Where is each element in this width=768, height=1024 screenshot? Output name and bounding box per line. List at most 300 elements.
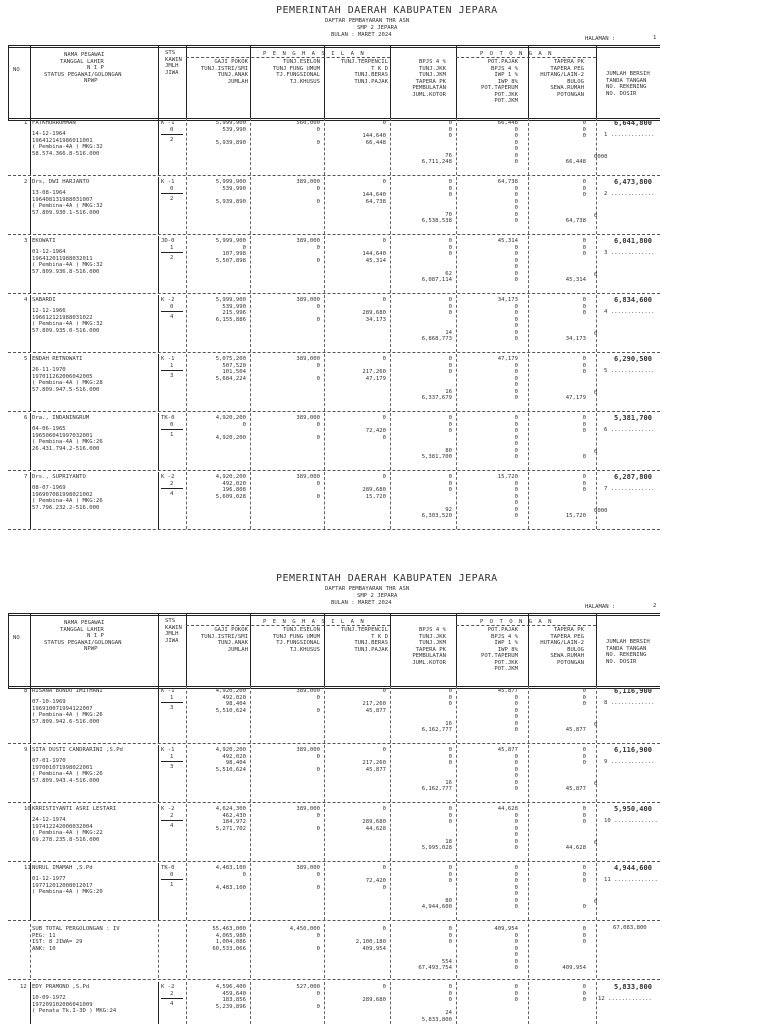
subtotal-allowance: 0: [382, 926, 386, 932]
allowance-value: 0: [316, 244, 320, 251]
deduction-value: 0: [514, 257, 518, 264]
dependents-count: 0: [170, 421, 174, 428]
col-bpjs-label: TUNJ.JKM: [419, 72, 446, 78]
record-column-line: [324, 236, 325, 293]
deduction-value: 0: [582, 185, 586, 192]
header-top-rule-double: [8, 615, 660, 616]
net-amount: 5,381,700: [614, 414, 652, 422]
allowance-value: 44,628: [365, 825, 386, 832]
marital-status: TK-0: [161, 865, 175, 871]
deduction-value: 0: [514, 310, 518, 316]
deduction-value: 44,628: [497, 806, 518, 812]
allowance-value: 0: [382, 415, 386, 421]
employee-npwp: 57.796.232.2-516.000: [32, 504, 100, 511]
record-column-line: [250, 686, 251, 743]
record-column-line: [390, 863, 391, 920]
col-bpjs-label: BPJS 4 %: [419, 627, 446, 633]
allowance-value: 389,000: [296, 865, 320, 871]
allowance-value: 0: [316, 303, 320, 310]
record-number: 1: [24, 120, 28, 126]
employee-status: ( Pembina-4A ) MKG:20: [32, 889, 103, 895]
deduction-value: 44,628: [565, 845, 586, 851]
salary-value: 101,504: [222, 369, 246, 375]
employee-npwp: 58.574.366.8-516.000: [32, 150, 100, 157]
account-number: 0: [594, 331, 598, 337]
header-left-edge: [8, 613, 9, 688]
record-column-line: [456, 236, 457, 293]
employee-status: ( Pembina-4A ) MKG:26: [32, 439, 103, 445]
salary-value: 98,404: [225, 760, 246, 766]
deduction-value: 0: [514, 825, 518, 832]
record-column-line: [250, 745, 251, 802]
family-count: 3: [170, 705, 174, 711]
salary-value: 4,596,400: [215, 984, 246, 990]
deduction-value: 0: [514, 480, 518, 487]
record-separator: [8, 175, 660, 176]
allowance-value: 0: [316, 493, 320, 500]
bpjs-value: 6,337,679: [421, 395, 452, 401]
allowance-value: 0: [316, 707, 320, 714]
page-title: PEMERINTAH DAERAH KABUPATEN JEPARA: [276, 573, 498, 584]
net-amount: 6,290,500: [614, 355, 652, 363]
record-column-line: [158, 118, 159, 175]
employee-status: ( Pembina-4A ) MKG:32: [32, 321, 103, 327]
subtotal-label: SUB TOTAL PERGOLONGAN : IV: [32, 926, 120, 932]
dependents-count: 0: [170, 126, 174, 133]
deduction-value: 0: [514, 434, 518, 441]
family-count: 1: [170, 432, 174, 438]
col-bpjs-label: TAPERA PK: [415, 646, 446, 653]
employee-name: KRRISTIYANTI ASRI LESTARI: [32, 806, 117, 812]
allowance-value: 45,877: [365, 766, 386, 773]
record-column-line: [30, 982, 31, 1024]
signature-line: 11 .............: [604, 877, 658, 883]
allowance-value: 0: [316, 126, 320, 133]
deduction-value: 0: [514, 845, 518, 851]
deduction-value: 0: [582, 806, 586, 812]
dependents-count: 2: [170, 480, 174, 487]
col-gaji-label: JUMLAH: [227, 78, 248, 85]
col-pajak-label: BPJS 4 %: [491, 65, 518, 72]
salary-value: 5,684,224: [215, 375, 246, 382]
dependents-count: 0: [170, 303, 174, 310]
deduction-value: 0: [514, 454, 518, 460]
subtotal-salary: 1,004,086: [215, 939, 246, 945]
bpjs-value: 18: [445, 838, 452, 845]
col-pegawai-label: NAMA PEGAWAI: [64, 620, 105, 626]
col-tapera-label: BULOG: [567, 78, 584, 85]
col-bersih-label: TANDA TANGAN: [606, 645, 647, 652]
record-column-line: [30, 472, 31, 529]
col-terpencil-label: T K D: [371, 65, 388, 72]
net-amount: 4,944,600: [614, 864, 652, 872]
record-number: 4: [24, 297, 28, 303]
allowance-value: 0: [382, 984, 386, 990]
deduction-value: 0: [514, 707, 518, 714]
employee-npwp: 57.809.935.0-516.000: [32, 327, 100, 334]
record-column-line: [456, 354, 457, 411]
col-gaji-label: GAJI POKOK: [214, 59, 248, 65]
employee-nip: 196612121988031022: [32, 314, 93, 321]
deduction-value: 0: [582, 694, 586, 701]
record-column-line: [390, 354, 391, 411]
record-column-line: [30, 118, 31, 175]
employee-npwp: 57.809.947.5-516.000: [32, 386, 100, 393]
deduction-value: 45,877: [565, 727, 586, 733]
col-eselon-label: TJ.FUNGSIONAL: [276, 72, 320, 78]
sts-divider: [161, 134, 183, 135]
sts-divider: [161, 998, 183, 999]
col-tapera-label: BULOG: [567, 646, 584, 653]
record-column-line: [158, 982, 159, 1024]
subtotal-deduction: 0: [582, 926, 586, 932]
record-column-line: [596, 354, 597, 411]
deduction-value: 0: [582, 487, 586, 493]
subtotal-deduction: 0: [582, 939, 586, 945]
signature-line: 2 .............: [604, 191, 655, 197]
col-pegawai-label: STATUS PEGAWAI/GOLONGAN: [44, 639, 122, 646]
bpjs-value: 0: [448, 244, 452, 251]
bpjs-value: 0: [448, 421, 452, 428]
allowance-value: 389,000: [296, 238, 320, 244]
record-column-line: [596, 236, 597, 293]
birth-date: 01-12-1964: [32, 249, 66, 255]
deduction-value: 0: [514, 714, 518, 720]
deduction-value: 0: [582, 753, 586, 760]
birth-date: 10-09-1972: [32, 995, 66, 1001]
col-potongan-group: P O T O N G A N: [480, 619, 554, 625]
allowance-value: 527,000: [296, 984, 320, 990]
salary-value: 5,999,900: [215, 120, 246, 126]
record-column-line: [324, 295, 325, 352]
subtotal-deduction: 0: [514, 932, 518, 939]
salary-value: 184,972: [222, 819, 246, 825]
dependents-count: 1: [170, 753, 174, 760]
bpjs-value: 0: [448, 760, 452, 766]
salary-value: 0: [242, 871, 246, 878]
family-count: 3: [170, 373, 174, 379]
subtotal-allowance: 409,954: [362, 945, 386, 952]
record-column-line: [596, 982, 597, 1024]
account-number: 0: [594, 722, 598, 728]
salary-value: 5,510,624: [215, 766, 246, 773]
subtotal-salary: 60,533,066: [212, 945, 246, 952]
header-bottom-rule: [8, 118, 660, 119]
deduction-value: 0: [582, 474, 586, 480]
net-amount: 6,287,800: [614, 473, 652, 481]
deduction-value: 45,877: [497, 688, 518, 694]
salary-value: 462,430: [222, 812, 246, 819]
deduction-value: 0: [582, 428, 586, 434]
allowance-value: 560,000: [296, 120, 320, 126]
sts-divider: [161, 370, 183, 371]
salary-value: 459,640: [222, 990, 246, 997]
deduction-value: 15,720: [565, 513, 586, 519]
salary-value: 5,510,624: [215, 707, 246, 714]
header-top-rule-double: [8, 47, 660, 48]
allowance-value: 289,680: [362, 819, 386, 825]
account-number: 0: [594, 449, 598, 455]
col-sts-label: JIWA: [165, 637, 179, 644]
deduction-value: 0: [514, 146, 518, 152]
bpjs-value: 0: [448, 871, 452, 878]
col-pegawai-label: NPWP: [84, 646, 98, 652]
deduction-value: 0: [514, 727, 518, 733]
employee-name: EKOWATI: [32, 238, 56, 244]
deduction-value: 0: [582, 192, 586, 198]
allowance-value: 289,680: [362, 487, 386, 493]
allowance-value: 389,000: [296, 688, 320, 694]
page-number-label: HALAMAN :: [585, 604, 616, 610]
deduction-value: 0: [514, 270, 518, 277]
record-separator: [8, 529, 660, 530]
salary-value: 5,239,896: [215, 1003, 246, 1010]
record-number: 9: [24, 747, 28, 753]
birth-date: 08-07-1969: [32, 485, 66, 491]
salary-value: 5,999,900: [215, 238, 246, 244]
deduction-value: 0: [514, 871, 518, 878]
subtotal-deduction: 0: [582, 932, 586, 939]
record-column-line: [456, 177, 457, 234]
subtotal-deduction: 0: [514, 958, 518, 965]
col-penghasilan-group: P E N G H A S I L A N: [263, 51, 366, 57]
deduction-value: 0: [582, 997, 586, 1003]
record-column-line: [456, 982, 457, 1024]
col-bpjs-label: TUNJ.JKK: [419, 633, 446, 640]
bpjs-value: 0: [448, 701, 452, 707]
employee-name: Drs, DWI HARJANTO: [32, 179, 90, 185]
record-column-line: [250, 982, 251, 1024]
record-number: 5: [24, 356, 28, 362]
deduction-value: 64,738: [497, 179, 518, 185]
salary-value: 107,998: [222, 251, 246, 257]
deduction-value: 0: [514, 838, 518, 845]
bpjs-value: 16: [445, 779, 452, 786]
bpjs-value: 6,162,777: [421, 786, 452, 792]
record-column-line: [250, 413, 251, 470]
record-column-line: [324, 118, 325, 175]
col-terpencil-label: TUNJ.PAJAK: [354, 78, 388, 85]
record-column-line: [158, 295, 159, 352]
allowance-value: 389,000: [296, 179, 320, 185]
col-gaji-label: GAJI POKOK: [214, 627, 248, 633]
salary-value: 5,999,900: [215, 297, 246, 303]
record-column-line: [324, 863, 325, 920]
deduction-value: 66,448: [497, 120, 518, 126]
deduction-value: 0: [582, 369, 586, 375]
salary-value: 183,856: [222, 997, 246, 1003]
signature-line: 3 .............: [604, 250, 655, 256]
deduction-value: 0: [514, 205, 518, 211]
col-tapera-label: HUTANG/LAIN-2: [540, 72, 584, 78]
record-column-line: [456, 804, 457, 861]
record-column-line: [158, 686, 159, 743]
marital-status: K -1: [161, 179, 175, 185]
col-tapera-label: HUTANG/LAIN-2: [540, 640, 584, 646]
dependents-count: 1: [170, 362, 174, 369]
col-bersih-label: NO. DOSIR: [606, 658, 637, 665]
deduction-value: 0: [582, 760, 586, 766]
allowance-value: 0: [316, 825, 320, 832]
marital-status: K -2: [161, 984, 175, 990]
report-subtitle: DAFTAR PEMBAYARAN THR ASN: [325, 18, 410, 24]
col-pajak-label: POT.TAPERUM: [480, 85, 518, 91]
family-count: 2: [170, 137, 174, 143]
record-column-line: [596, 413, 597, 470]
employee-nip: 197209102006041009: [32, 1001, 93, 1008]
record-column-line: [456, 295, 457, 352]
record-column-line: [250, 295, 251, 352]
birth-date: 04-06-1965: [32, 426, 66, 432]
employee-status: ( Pembina-4A ) MKG:32: [32, 262, 103, 268]
allowance-value: 0: [382, 356, 386, 362]
col-pajak-label: POT.JKM: [494, 98, 518, 104]
allowance-value: 144,640: [362, 133, 386, 139]
employee-name: SITA DUSTI CANDRARINI ,S.Pd: [32, 747, 123, 753]
record-number: 10: [24, 806, 31, 812]
deduction-value: 0: [514, 891, 518, 897]
marital-status: K -2: [161, 806, 175, 812]
record-column-line: [158, 354, 159, 411]
deduction-value: 0: [514, 152, 518, 159]
record-column-line: [324, 982, 325, 1024]
salary-value: 215,996: [222, 310, 246, 316]
header-top-rule: [8, 45, 660, 46]
employee-nip: 197412242000032004: [32, 823, 93, 830]
signature-line: 8 .............: [604, 700, 655, 706]
deduction-value: 0: [514, 244, 518, 251]
bpjs-value: 0: [448, 688, 452, 694]
employee-name: FATKHURROHMAN: [32, 120, 76, 126]
record-column-line: [324, 804, 325, 861]
record-column-line: [30, 354, 31, 411]
deduction-value: 15,720: [497, 474, 518, 480]
allowance-value: 0: [382, 474, 386, 480]
subtotal-allowance: 2,100,180: [355, 939, 386, 945]
record-separator: [8, 411, 660, 412]
net-amount: 6,116,900: [614, 746, 652, 754]
salary-value: 4,483,100: [215, 865, 246, 871]
net-amount: 6,834,600: [614, 296, 652, 304]
allowance-value: 0: [316, 1003, 320, 1010]
deduction-value: 0: [514, 251, 518, 257]
record-column-line: [30, 745, 31, 802]
deduction-value: 0: [514, 506, 518, 513]
col-pajak-label: IWP 8%: [497, 646, 518, 653]
dependents-count: 1: [170, 244, 174, 251]
col-pegawai-label: N I P: [87, 633, 104, 639]
bpjs-value: 0: [448, 865, 452, 871]
salary-value: 539,990: [222, 303, 246, 310]
bpjs-value: 0: [448, 238, 452, 244]
birth-date: 12-12-1966: [32, 308, 66, 314]
birth-date: 14-12-1964: [32, 131, 66, 137]
deduction-value: 0: [514, 884, 518, 891]
employee-name: Drs., SUPRIYANTO: [32, 474, 86, 480]
record-column-line: [250, 804, 251, 861]
deduction-value: 0: [514, 395, 518, 401]
col-eselon-label: TUNJ FUNG UMUM: [272, 633, 320, 640]
allowance-value: 0: [316, 812, 320, 819]
deduction-value: 0: [514, 336, 518, 342]
record-column-line: [390, 472, 391, 529]
record-column-line: [324, 472, 325, 529]
bpjs-value: 14: [445, 329, 452, 336]
salary-value: 0: [242, 421, 246, 428]
col-sts-label: STS: [165, 618, 176, 624]
bpjs-value: 0: [448, 878, 452, 884]
col-eselon-label: TUNJ.ESELON: [282, 59, 320, 65]
sts-divider: [161, 488, 183, 489]
record-column-line: [30, 236, 31, 293]
record-column-line: [390, 236, 391, 293]
subtotal-column-line: [456, 924, 457, 978]
allowance-value: 0: [382, 297, 386, 303]
signature-line: 10 .............: [604, 818, 658, 824]
record-column-line: [596, 804, 597, 861]
deduction-value: 0: [514, 323, 518, 329]
subtotal-deduction: 409,954: [562, 965, 586, 971]
col-pajak-label: POT.PAJAK: [487, 627, 518, 633]
bpjs-value: 0: [448, 179, 452, 185]
record-column-line: [250, 472, 251, 529]
birth-date: 07-01-1970: [32, 758, 66, 764]
deduction-value: 0: [514, 997, 518, 1003]
col-bpjs-label: PEMBULATAN: [412, 85, 446, 91]
bpjs-value: 80: [445, 897, 452, 904]
net-amount: 6,041,800: [614, 237, 652, 245]
deduction-value: 0: [514, 865, 518, 871]
record-column-line: [30, 295, 31, 352]
header-bottom-rule: [8, 686, 660, 687]
record-column-line: [596, 745, 597, 802]
sts-divider: [161, 252, 183, 253]
salary-value: 5,271,702: [215, 825, 246, 832]
bpjs-value: 0: [448, 487, 452, 493]
col-pegawai-label: STATUS PEGAWAI/GOLONGAN: [44, 71, 122, 78]
deduction-value: 0: [514, 126, 518, 133]
record-column-line: [596, 177, 597, 234]
deduction-value: 0: [582, 819, 586, 825]
col-terpencil-label: TUNJ.TERPENCIL: [340, 59, 388, 65]
employee-name: RISANA BUNDU IMITHANI: [32, 688, 103, 694]
allowance-value: 72,420: [365, 428, 386, 434]
col-gaji-label: TUNJ.ANAK: [217, 72, 248, 78]
record-column-line: [250, 354, 251, 411]
deduction-value: 34,173: [497, 297, 518, 303]
allowance-value: 144,640: [362, 192, 386, 198]
col-terpencil-label: TUNJ.BERAS: [354, 72, 388, 78]
col-pajak-label: POT.PAJAK: [487, 59, 518, 65]
employee-status: ( Pembina-4A ) MKG:26: [32, 712, 103, 718]
employee-name: NURUL IMAMAH ,S.Pd: [32, 865, 93, 871]
record-column-line: [158, 413, 159, 470]
employee-status: ( Pembina-4A ) MKG:32: [32, 144, 103, 150]
sts-divider: [161, 702, 183, 703]
col-bpjs-label: JUML.KOTOR: [412, 659, 446, 666]
col-eselon-label: TJ.KHUSUS: [289, 646, 320, 653]
salary-value: 4,624,300: [215, 806, 246, 812]
record-column-line: [158, 745, 159, 802]
record-column-line: [250, 236, 251, 293]
subtotal-allowance: 0: [316, 932, 320, 939]
account-number: 0000: [594, 154, 608, 160]
salary-value: 492,020: [222, 694, 246, 701]
bpjs-value: 16: [445, 388, 452, 395]
subtotal-allowance: 0: [316, 945, 320, 952]
col-sts-label: JMLH: [165, 63, 179, 69]
employee-status: ( Penata Tk.I-3D ) MKG:24: [32, 1008, 117, 1014]
